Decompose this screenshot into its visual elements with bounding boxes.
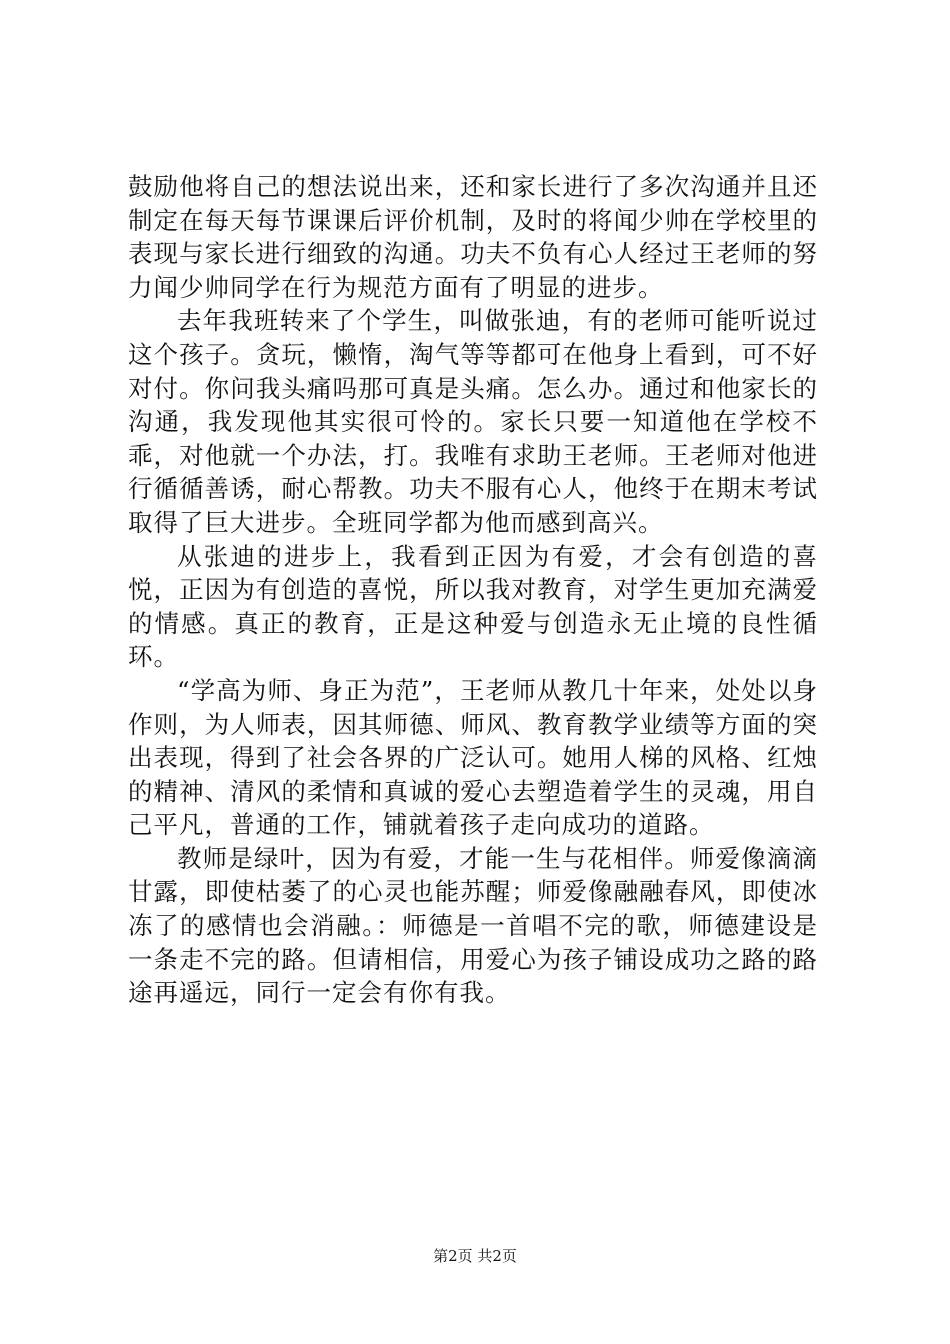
paragraph: 教师是绿叶，因为有爱，才能一生与花相伴。师爱像滴滴甘露，即使枯萎了的心灵也能苏醒；师爱像融融春风，即使冰冻了的感情也会消融。：师德是一首唱不完的歌，师德建设是一条走不完的路。但请相信，用爱心为孩子铺设成功之路的路途再遥远，同行一定会有你有我。 [128,843,818,1008]
paragraph: 从张迪的进步上，我看到正因为有爱，才会有创造的喜悦，正因为有创造的喜悦，所以我对教育，对学生更加充满爱的情感。真正的教育，正是这种爱与创造永无止境的良性循环。 [128,541,818,672]
paragraph: 去年我班转来了个学生，叫做张迪，有的老师可能听说过这个孩子。贪玩，懒惰，淘气等等都可在他身上看到，可不好对付。你问我头痛吗那可真是头痛。怎么办。通过和他家长的沟通，我发现他其实很可怜的。家长只要一知道他在学校不乖，对他就一个办法，打。我唯有求助王老师。王老师对他进行循循善诱，耐心帮教。功夫不服有心人，他终于在期末考试取得了巨大进步。全班同学都为他而感到高兴。 [128,306,818,537]
paragraph: 鼓励他将自己的想法说出来，还和家长进行了多次沟通并且还制定在每天每节课课后评价机制，及时的将闻少帅在学校里的表现与家长进行细致的沟通。功夫不负有心人经过王老师的努力闻少帅同学在行为规范方面有了明显的进步。 [128,172,818,302]
body-text [128,170,818,1010]
page-footer: 第2页 共2页 [433,1247,517,1265]
paragraph: “学高为师、身正为范”，王老师从教几十年来，处处以身作则，为人师表，因其师德、师风、教育教学业绩等方面的突出表现，得到了社会各界的广泛认可。她用人梯的风格、红烛的精神、清风的柔情和真诚的爱心去塑造着学生的灵魂，用自己平凡，普通的工作，铺就着孩子走向成功的道路。 [128,675,818,840]
